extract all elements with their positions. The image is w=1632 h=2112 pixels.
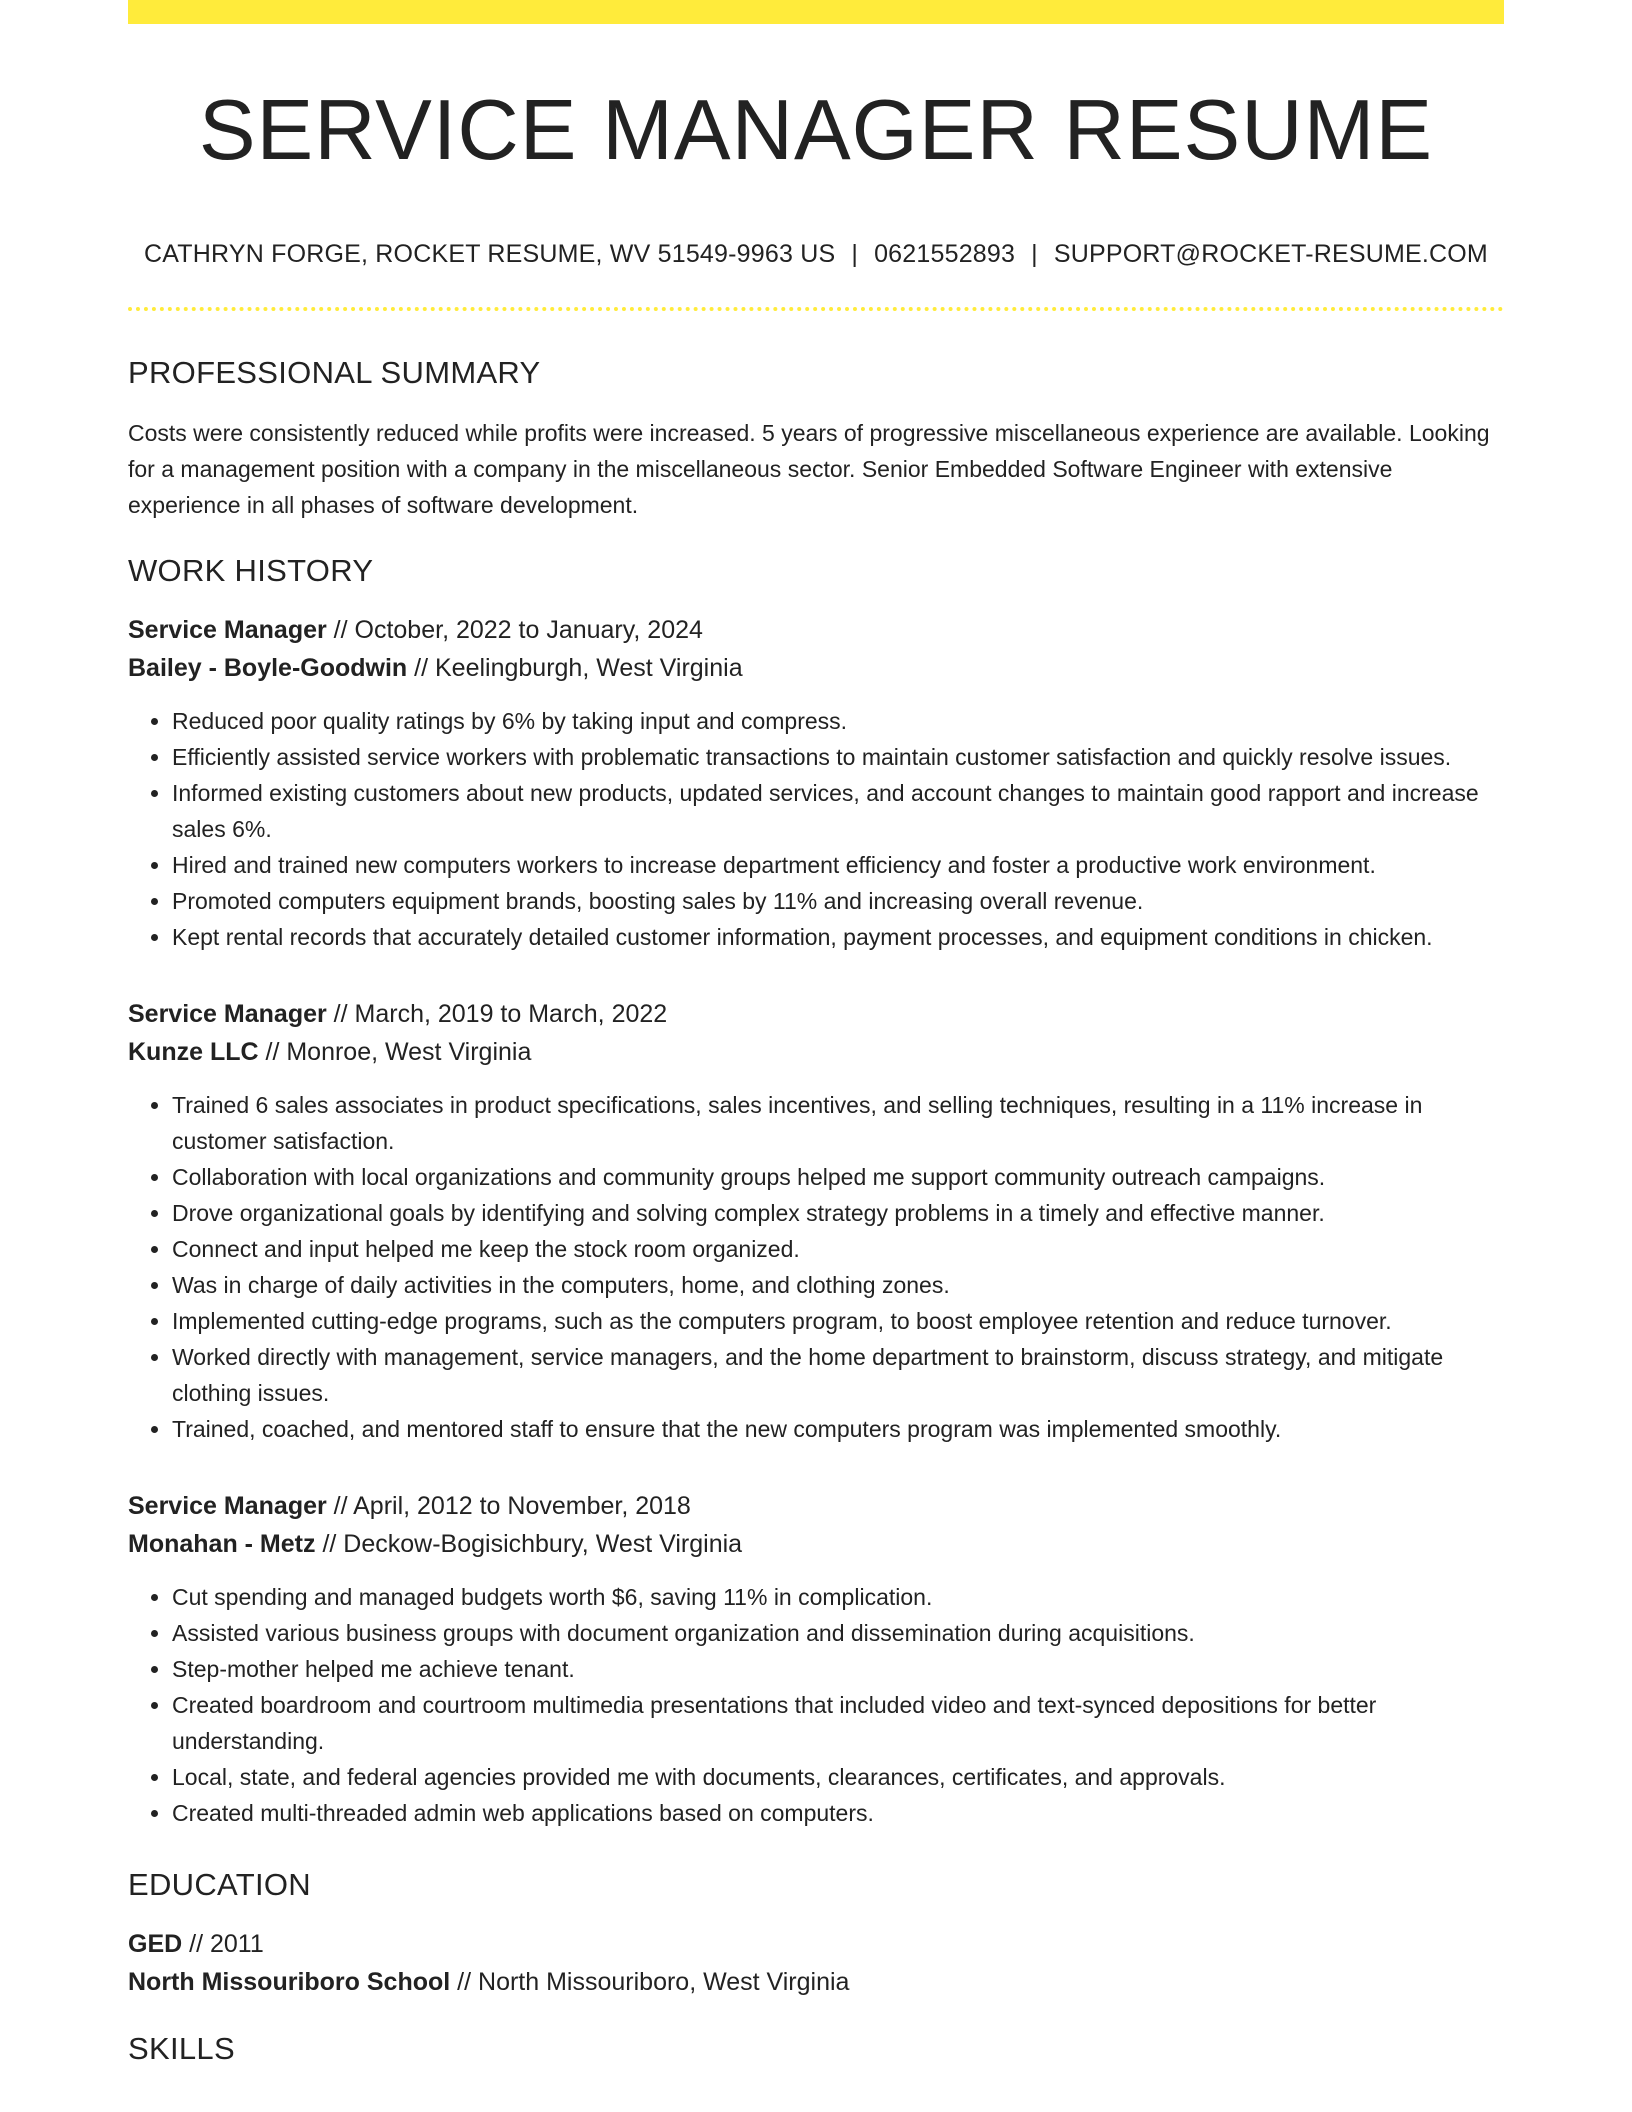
work-history-heading: WORK HISTORY — [128, 552, 374, 588]
job-bullet: • Was in charge of daily activities in the computers, home, and clothing zones. — [172, 1267, 1504, 1303]
job-bullet: • Kept rental records that accurately detailed customer information, payment processes, and equipment conditions in chicken. — [172, 919, 1504, 955]
job-company-line — [128, 1525, 1504, 1563]
job-bullet: • Cut spending and managed budgets worth $6, saving 11% in complication. — [172, 1579, 1504, 1615]
summary-text: Costs were consistently reduced while profits were increased. 5 years of progressive miscellaneous experience are available. Looking for a management position with a company in the miscellaneous sector. Senior Embedded Software Engineer with extensive experience in all phases of software development. — [128, 419, 1490, 518]
job-bullet: • Collaboration with local organizations and community groups helped me support community outreach campaigns. — [172, 1159, 1504, 1195]
resume-title: SERVICE MANAGER RESUME — [198, 83, 1434, 178]
contact-line — [128, 240, 1504, 269]
field-separator: // — [326, 999, 355, 1028]
education-year: 2011 — [209, 1929, 264, 1958]
job-title: Service Manager — [128, 615, 327, 644]
job-bullet: • Worked directly with management, service managers, and the home department to brainstorm, discuss strategy, and mitigate clothing issues. — [172, 1339, 1504, 1411]
job-bullet: • Informed existing customers about new products, updated services, and account changes to maintain good rapport and increase sales 6%. — [172, 775, 1504, 847]
field-separator: // — [326, 615, 355, 644]
job-bullets — [128, 1579, 1504, 1831]
job-bullet: • Local, state, and federal agencies provided me with documents, clearances, certificates, and approvals. — [172, 1759, 1504, 1795]
job-bullet: • Hired and trained new computers workers to increase department efficiency and foster a productive work environment. — [172, 847, 1504, 883]
job-bullet: • Connect and input helped me keep the stock room organized. — [172, 1231, 1504, 1267]
job-title-line — [128, 611, 1504, 649]
job-bullet: • Trained 6 sales associates in product specifications, sales incentives, and selling techniques, resulting in a 11% increase in customer satisfaction. — [172, 1087, 1504, 1159]
contact-separator: | — [851, 239, 859, 268]
field-separator: // — [315, 1529, 344, 1558]
education-degree: GED — [128, 1929, 183, 1958]
job-dates: March, 2019 to March, 2022 — [354, 999, 668, 1028]
job-location: Monroe, West Virginia — [286, 1037, 532, 1066]
field-separator: // — [258, 1037, 287, 1066]
job-entry — [128, 611, 1504, 955]
contact-address: CATHRYN FORGE, ROCKET RESUME, WV 51549-9963 US — [144, 239, 836, 268]
job-dates: October, 2022 to January, 2024 — [354, 615, 703, 644]
job-bullet: • Created boardroom and courtroom multimedia presentations that included video and text-synced depositions for better understanding. — [172, 1687, 1504, 1759]
job-title: Service Manager — [128, 1491, 327, 1520]
job-bullet: • Assisted various business groups with document organization and dissemination during acquisitions. — [172, 1615, 1504, 1651]
job-company-line — [128, 649, 1504, 687]
job-bullet: • Efficiently assisted service workers with problematic transactions to maintain customer satisfaction and quickly resolve issues. — [172, 739, 1504, 775]
job-company-line — [128, 1033, 1504, 1071]
skills-heading: SKILLS — [128, 2030, 235, 2066]
education-heading: EDUCATION — [128, 1866, 311, 1902]
job-bullet: • Step-mother helped me achieve tenant. — [172, 1651, 1504, 1687]
job-bullet: • Reduced poor quality ratings by 6% by taking input and compress. — [172, 703, 1504, 739]
job-bullet: • Drove organizational goals by identifying and solving complex strategy problems in a timely and effective manner. — [172, 1195, 1504, 1231]
job-company: Bailey - Boyle-Goodwin — [128, 653, 408, 682]
job-title-line — [128, 1487, 1504, 1525]
education-entry — [128, 1925, 1504, 2001]
job-entry — [128, 1487, 1504, 1831]
job-bullet: • Trained, coached, and mentored staff to ensure that the new computers program was implemented smoothly. — [172, 1411, 1504, 1447]
job-bullet: • Promoted computers equipment brands, boosting sales by 11% and increasing overall revenue. — [172, 883, 1504, 919]
contact-separator: | — [1031, 239, 1038, 268]
job-bullet: • Implemented cutting-edge programs, such as the computers program, to boost employee retention and reduce turnover. — [172, 1303, 1504, 1339]
contact-phone: 0621552893 — [874, 239, 1016, 268]
education-school: North Missouriboro School — [128, 1967, 451, 1996]
field-separator: // — [407, 653, 435, 682]
job-bullet: • Created multi-threaded admin web applications based on computers. — [172, 1795, 1504, 1831]
education-location: North Missouriboro, West Virginia — [478, 1967, 850, 1996]
job-company: Monahan - Metz — [128, 1529, 316, 1558]
summary-heading: PROFESSIONAL SUMMARY — [128, 354, 541, 390]
dotted-divider — [128, 307, 1504, 311]
field-separator: // — [326, 1491, 354, 1520]
top-accent-bar — [128, 0, 1504, 24]
job-title: Service Manager — [128, 999, 327, 1028]
field-separator: // — [450, 1967, 479, 1996]
education-degree-line — [128, 1925, 1504, 1963]
job-bullets — [128, 703, 1504, 955]
contact-email: SUPPORT@ROCKET-RESUME.COM — [1053, 239, 1488, 268]
education-school-line — [128, 1963, 1504, 2001]
job-title-line — [128, 995, 1504, 1033]
job-entry — [128, 995, 1504, 1447]
resume-page — [128, 0, 1504, 2067]
job-company: Kunze LLC — [128, 1037, 259, 1066]
job-dates: April, 2012 to November, 2018 — [353, 1491, 691, 1520]
job-bullets — [128, 1087, 1504, 1447]
job-location: Keelingburgh, West Virginia — [435, 653, 743, 682]
job-location: Deckow-Bogisichbury, West Virginia — [343, 1529, 743, 1558]
field-separator: // — [182, 1929, 210, 1958]
